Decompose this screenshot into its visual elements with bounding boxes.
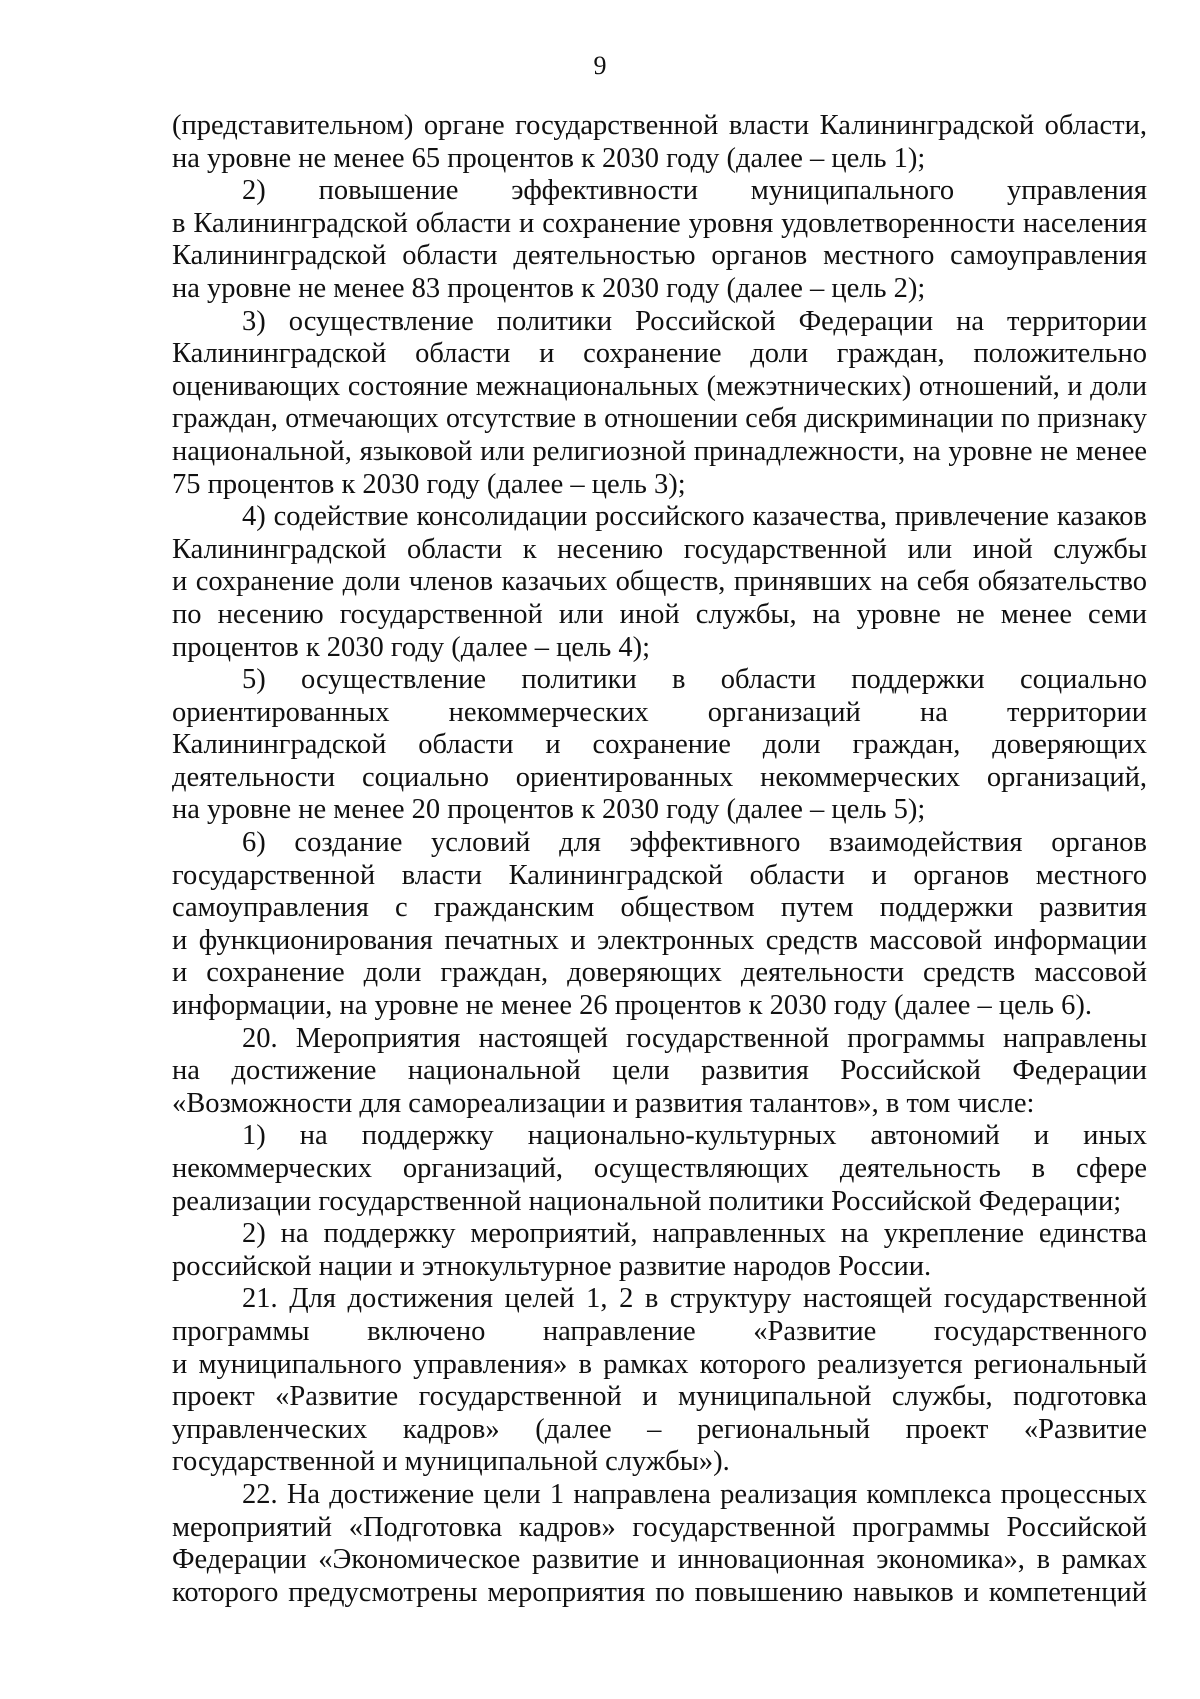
text-line: реализации государственной национальной политики Российской Федерации;: [172, 1185, 1122, 1217]
text-line: и сохранение доли граждан, доверяющих деятельности средств массовой: [172, 957, 1147, 989]
text-line: граждан, отмечающих отсутствие в отношении себя дискриминации по признаку: [172, 403, 1147, 435]
text-line: информации, на уровне не менее 26 процентов к 2030 году (далее – цель 6).: [172, 990, 1093, 1022]
text-line: 20. Мероприятия настоящей государственной программы направлены: [242, 1022, 1147, 1054]
text-line: национальной, языковой или религиозной принадлежности, на уровне не менее: [172, 435, 1147, 467]
text-line: 2) на поддержку мероприятий, направленных на укрепление единства: [242, 1218, 1147, 1250]
text-line: 21. Для достижения целей 1, 2 в структуру настоящей государственной: [242, 1283, 1147, 1315]
text-line: которого предусмотрены мероприятия по повышению навыков и компетенций: [172, 1576, 1147, 1608]
text-line: «Возможности для самореализации и развития талантов», в том числе:: [172, 1087, 1035, 1119]
text-line: 6) создание условий для эффективного взаимодействия органов: [242, 827, 1147, 859]
text-line: 4) содействие консолидации российского казачества, привлечение казаков: [242, 501, 1147, 533]
text-line: самоуправления с гражданским обществом путем поддержки развития: [172, 892, 1147, 924]
text-line: Калининградской области к несению государственной или иной службы: [172, 533, 1147, 565]
page-number: 9: [593, 51, 607, 80]
text-line: программы включено направление «Развитие государственного: [172, 1315, 1147, 1347]
text-line: процентов к 2030 году (далее – цель 4);: [172, 631, 651, 663]
text-line: некоммерческих организаций, осуществляющих деятельность в сфере: [172, 1153, 1147, 1184]
text-line: государственной власти Калининградской области и органов местного: [172, 859, 1147, 891]
text-line: 75 процентов к 2030 году (далее – цель 3);: [172, 468, 686, 500]
text-line: деятельности социально ориентированных некоммерческих организаций,: [172, 761, 1147, 793]
text-line: мероприятий «Подготовка кадров» государственной программы Российской: [172, 1511, 1147, 1543]
text-line: Калининградской области и сохранение доли граждан, доверяющих: [172, 729, 1147, 761]
text-line: 1) на поддержку национально-культурных автономий и иных: [242, 1120, 1147, 1152]
text-line: в Калининградской области и сохранение уровня удовлетворенности населения: [172, 207, 1147, 239]
text-line: 2) повышение эффективности муниципального управления: [242, 175, 1147, 207]
text-line: на уровне не менее 20 процентов к 2030 году (далее – цель 5);: [172, 794, 926, 826]
text-line: и функционирования печатных и электронных средств массовой информации: [172, 924, 1147, 956]
text-line: и муниципального управления» в рамках которого реализуется региональный: [172, 1348, 1147, 1380]
text-line: и сохранение доли членов казачьих обществ, принявших на себя обязательство: [172, 566, 1147, 598]
text-line: оценивающих состояние межнациональных (межэтнических) отношений, и доли: [172, 370, 1147, 402]
text-line: российской нации и этнокультурное развитие народов России.: [172, 1250, 932, 1282]
text-line: Калининградской области и сохранение доли граждан, положительно: [172, 338, 1147, 370]
text-line: управленческих кадров» (далее – региональный проект «Развитие: [172, 1413, 1147, 1445]
text-line: проект «Развитие государственной и муниципальной службы, подготовка: [172, 1381, 1147, 1413]
text-line: Калининградской области деятельностью органов местного самоуправления: [172, 240, 1147, 272]
text-line: (представительном) органе государственной власти Калининградской области,: [172, 110, 1147, 141]
text-line: на уровне не менее 83 процентов к 2030 году (далее – цель 2);: [172, 272, 926, 304]
document-body: [172, 110, 1147, 1609]
text-line: 5) осуществление политики в области поддержки социально: [242, 664, 1147, 696]
text-line: на достижение национальной цели развития Российской Федерации: [172, 1055, 1147, 1087]
text-line: государственной и муниципальной службы»).: [172, 1446, 730, 1478]
text-line: 22. На достижение цели 1 направлена реализация комплекса процессных: [242, 1478, 1147, 1510]
text-line: ориентированных некоммерческих организаций на территории: [172, 696, 1147, 728]
text-line: на уровне не менее 65 процентов к 2030 году (далее – цель 1);: [172, 142, 926, 174]
text-line: Федерации «Экономическое развитие и инновационная экономика», в рамках: [172, 1544, 1147, 1576]
text-line: 3) осуществление политики Российской Федерации на территории: [242, 305, 1147, 337]
text-line: по несению государственной или иной службы, на уровне не менее семи: [172, 598, 1147, 630]
